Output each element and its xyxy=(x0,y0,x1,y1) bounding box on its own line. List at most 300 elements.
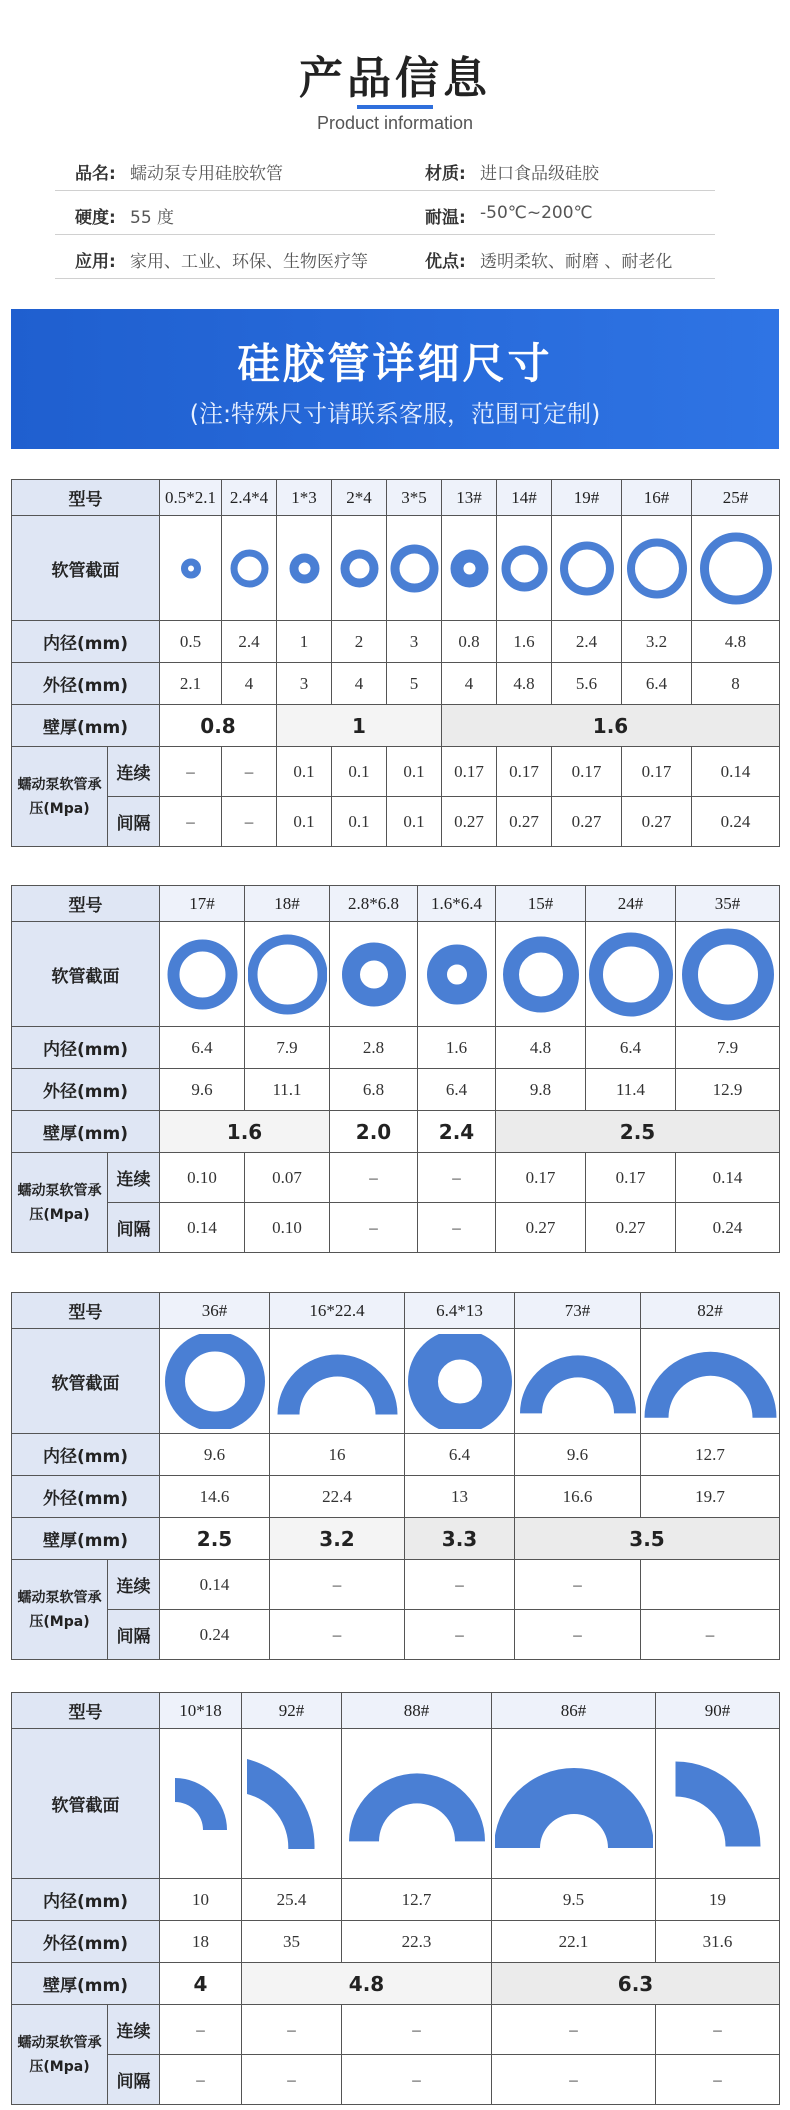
section-cell xyxy=(330,922,418,1027)
outer-cell: 22.4 xyxy=(270,1476,405,1518)
interval-cell: 0.10 xyxy=(245,1203,330,1253)
outer-cell: 11.1 xyxy=(245,1069,330,1111)
model-cell: 15# xyxy=(496,886,586,922)
inner-cell: 2.4 xyxy=(552,621,622,663)
tube-section-icon xyxy=(163,1334,267,1429)
sub-label: 连续 xyxy=(108,1153,160,1203)
row-label: 软管截面 xyxy=(12,922,160,1027)
wall-cell: 3.2 xyxy=(270,1518,405,1560)
outer-cell: 22.1 xyxy=(492,1921,656,1963)
inner-cell: 3 xyxy=(387,621,442,663)
wall-row xyxy=(12,1111,780,1153)
tube-ring xyxy=(437,954,477,994)
outer-cell: 11.4 xyxy=(586,1069,676,1111)
spec-table xyxy=(11,1692,780,2105)
tube-ring xyxy=(631,542,683,594)
continuous-cell: 0.1 xyxy=(277,747,332,797)
continuous-cell: – xyxy=(656,2005,780,2055)
wall-cell: 4.8 xyxy=(242,1963,492,2005)
inner-cell: 19 xyxy=(656,1879,780,1921)
continuous-row xyxy=(12,2005,780,2055)
model-cell: 16# xyxy=(622,480,692,516)
inner-cell: 2.4 xyxy=(222,621,277,663)
section-cell xyxy=(656,1729,780,1879)
inner-cell: 10 xyxy=(160,1879,242,1921)
section-cell xyxy=(222,516,277,621)
tube-section-icon xyxy=(695,521,777,616)
interval-cell: 0.27 xyxy=(622,797,692,847)
interval-cell: – xyxy=(222,797,277,847)
info-value: 55 度 xyxy=(130,208,175,228)
pressure-label: 蠕动泵软管承压(Mpa) xyxy=(12,1153,108,1253)
interval-cell: 0.27 xyxy=(496,1203,586,1253)
outer-cell: 2.1 xyxy=(160,663,222,705)
row-label: 软管截面 xyxy=(12,516,160,621)
interval-row xyxy=(12,797,780,847)
wall-cell: 1 xyxy=(277,705,442,747)
outer-cell: 35 xyxy=(242,1921,342,1963)
wall-row xyxy=(12,705,780,747)
info-label: 应用: xyxy=(75,252,116,272)
section-cell xyxy=(692,516,780,621)
outer-cell: 4 xyxy=(442,663,497,705)
sub-label: 连续 xyxy=(108,747,160,797)
model-cell: 16*22.4 xyxy=(270,1293,405,1329)
inner-cell: 2.8 xyxy=(330,1027,418,1069)
section-cell xyxy=(418,922,496,1027)
section-cell xyxy=(160,922,245,1027)
model-cell: 25# xyxy=(692,480,780,516)
section-cell xyxy=(160,516,222,621)
interval-cell: – xyxy=(160,797,222,847)
inner-cell: 4.8 xyxy=(496,1027,586,1069)
row-label: 内径(mm) xyxy=(12,1434,160,1476)
continuous-row xyxy=(12,747,780,797)
model-cell: 90# xyxy=(656,1693,780,1729)
tube-section-icon xyxy=(518,1334,638,1429)
tube-arch xyxy=(277,1354,397,1414)
sub-label: 连续 xyxy=(108,2005,160,2055)
continuous-cell: 0.17 xyxy=(442,747,497,797)
tube-arch xyxy=(520,1355,636,1413)
section-cell xyxy=(332,516,387,621)
sub-label: 间隔 xyxy=(108,1610,160,1660)
section-cell xyxy=(242,1729,342,1879)
tube-section-icon xyxy=(163,521,219,616)
model-cell: 1.6*6.4 xyxy=(418,886,496,922)
spec-table xyxy=(11,885,780,1253)
interval-cell: – xyxy=(418,1203,496,1253)
continuous-cell: 0.17 xyxy=(496,1153,586,1203)
inner-row xyxy=(12,621,780,663)
section-cell xyxy=(405,1329,515,1434)
page-title: 产品信息 xyxy=(299,53,491,104)
size-banner xyxy=(11,309,779,449)
outer-cell: 14.6 xyxy=(160,1476,270,1518)
info-label: 优点: xyxy=(425,252,466,272)
section-cell xyxy=(515,1329,641,1434)
outer-cell: 6.8 xyxy=(330,1069,418,1111)
interval-cell: – xyxy=(330,1203,418,1253)
outer-cell: 9.6 xyxy=(160,1069,245,1111)
title-underline xyxy=(357,105,433,109)
info-label: 耐温: xyxy=(425,208,466,228)
interval-cell: 0.27 xyxy=(442,797,497,847)
wall-cell: 0.8 xyxy=(160,705,277,747)
tube-section-icon xyxy=(273,1334,402,1429)
outer-cell: 5 xyxy=(387,663,442,705)
inner-cell: 7.9 xyxy=(245,1027,330,1069)
row-label: 外径(mm) xyxy=(12,1476,160,1518)
interval-cell: 0.27 xyxy=(552,797,622,847)
inner-cell: 1.6 xyxy=(497,621,552,663)
tube-ring xyxy=(175,1341,255,1421)
continuous-cell: 0.14 xyxy=(676,1153,780,1203)
row-label: 型号 xyxy=(12,480,160,516)
tube-arch xyxy=(175,1778,227,1830)
inner-cell: 4.8 xyxy=(692,621,780,663)
tube-ring xyxy=(690,936,766,1012)
section-cell xyxy=(586,922,676,1027)
row-label: 外径(mm) xyxy=(12,1921,160,1963)
info-row xyxy=(55,234,715,279)
row-label: 内径(mm) xyxy=(12,1027,160,1069)
continuous-cell: 0.14 xyxy=(692,747,780,797)
interval-cell: 0.27 xyxy=(586,1203,676,1253)
inner-cell: 25.4 xyxy=(242,1879,342,1921)
info-value: -50℃~200℃ xyxy=(480,203,593,223)
outer-cell: 31.6 xyxy=(656,1921,780,1963)
info-value: 家用、工业、环保、生物医疗等 xyxy=(130,252,368,272)
continuous-cell: 0.07 xyxy=(245,1153,330,1203)
model-cell: 19# xyxy=(552,480,622,516)
outer-cell: 4.8 xyxy=(497,663,552,705)
outer-cell: 8 xyxy=(692,663,780,705)
section-cell xyxy=(160,1729,242,1879)
info-value: 蠕动泵专用硅胶软管 xyxy=(130,164,283,184)
wall-cell: 3.3 xyxy=(405,1518,515,1560)
outer-cell: 4 xyxy=(222,663,277,705)
model-cell: 10*18 xyxy=(160,1693,242,1729)
inner-cell: 6.4 xyxy=(405,1434,515,1476)
interval-cell: – xyxy=(342,2055,492,2105)
inner-cell: 6.4 xyxy=(586,1027,676,1069)
row-label: 壁厚(mm) xyxy=(12,1963,160,2005)
inner-cell: 6.4 xyxy=(160,1027,245,1069)
tube-ring xyxy=(294,558,315,579)
interval-cell: – xyxy=(270,1610,405,1660)
model-cell: 88# xyxy=(342,1693,492,1729)
model-cell: 6.4*13 xyxy=(405,1293,515,1329)
interval-cell: – xyxy=(242,2055,342,2105)
spec-table xyxy=(11,479,780,847)
continuous-row xyxy=(12,1153,780,1203)
tube-section-icon xyxy=(333,927,415,1022)
interval-cell: 0.1 xyxy=(332,797,387,847)
section-cell xyxy=(160,1329,270,1434)
continuous-cell: 0.1 xyxy=(387,747,442,797)
section-cell xyxy=(245,922,330,1027)
tube-section-icon xyxy=(555,521,619,616)
info-label: 硬度: xyxy=(75,208,116,228)
continuous-cell: – xyxy=(330,1153,418,1203)
inner-cell: 0.5 xyxy=(160,621,222,663)
model-cell: 2*4 xyxy=(332,480,387,516)
outer-row xyxy=(12,663,780,705)
row-label: 型号 xyxy=(12,886,160,922)
section-cell xyxy=(387,516,442,621)
model-cell: 3*5 xyxy=(387,480,442,516)
inner-row xyxy=(12,1879,780,1921)
outer-cell: 19.7 xyxy=(641,1476,780,1518)
continuous-cell: – xyxy=(270,1560,405,1610)
continuous-cell: 0.10 xyxy=(160,1153,245,1203)
tube-section-icon xyxy=(163,927,242,1022)
section-cell xyxy=(277,516,332,621)
sub-label: 间隔 xyxy=(108,797,160,847)
outer-cell: 5.6 xyxy=(552,663,622,705)
info-row xyxy=(55,190,715,235)
continuous-cell: 0.17 xyxy=(586,1153,676,1203)
interval-cell: – xyxy=(160,2055,242,2105)
inner-row xyxy=(12,1434,780,1476)
inner-cell: 9.6 xyxy=(515,1434,641,1476)
info-label: 品名: xyxy=(75,164,116,184)
model-cell: 0.5*2.1 xyxy=(160,480,222,516)
section-row xyxy=(12,1329,780,1434)
tube-ring xyxy=(173,945,231,1003)
tube-ring xyxy=(511,944,571,1004)
section-cell xyxy=(497,516,552,621)
tube-section-icon xyxy=(345,1734,489,1874)
row-label: 外径(mm) xyxy=(12,663,160,705)
info-row xyxy=(55,146,715,191)
inner-cell: 12.7 xyxy=(641,1434,780,1476)
model-cell: 86# xyxy=(492,1693,656,1729)
interval-row xyxy=(12,1610,780,1660)
interval-cell: 0.1 xyxy=(277,797,332,847)
tube-ring xyxy=(395,549,434,588)
row-label: 壁厚(mm) xyxy=(12,1518,160,1560)
tube-section-icon xyxy=(225,521,274,616)
info-label: 材质: xyxy=(425,164,466,184)
tube-section-icon xyxy=(495,1734,653,1874)
section-cell xyxy=(552,516,622,621)
tube-section-icon xyxy=(679,927,777,1022)
tube-section-icon xyxy=(659,1734,777,1874)
tube-arch xyxy=(675,1761,760,1846)
tube-arch xyxy=(247,1759,315,1849)
continuous-cell: – xyxy=(405,1560,515,1610)
tube-ring xyxy=(423,1344,497,1418)
tube-ring xyxy=(704,537,767,600)
continuous-cell: – xyxy=(160,747,222,797)
interval-cell: – xyxy=(515,1610,641,1660)
pressure-label: 蠕动泵软管承压(Mpa) xyxy=(12,2005,108,2105)
interval-cell: – xyxy=(492,2055,656,2105)
section-cell xyxy=(641,1329,780,1434)
model-cell: 24# xyxy=(586,886,676,922)
inner-row xyxy=(12,1027,780,1069)
continuous-cell: – xyxy=(242,2005,342,2055)
pressure-label: 蠕动泵软管承压(Mpa) xyxy=(12,1560,108,1660)
outer-row xyxy=(12,1476,780,1518)
model-cell: 13# xyxy=(442,480,497,516)
continuous-cell: – xyxy=(160,2005,242,2055)
tube-section-icon xyxy=(408,1334,512,1429)
row-label: 壁厚(mm) xyxy=(12,705,160,747)
tube-arch xyxy=(644,1351,776,1417)
row-label: 内径(mm) xyxy=(12,1879,160,1921)
model-cell: 17# xyxy=(160,886,245,922)
continuous-cell: – xyxy=(492,2005,656,2055)
inner-cell: 16 xyxy=(270,1434,405,1476)
row-label: 型号 xyxy=(12,1693,160,1729)
outer-cell: 6.4 xyxy=(418,1069,496,1111)
wall-cell: 1.6 xyxy=(442,705,780,747)
interval-row xyxy=(12,2055,780,2105)
page-subtitle: Product information xyxy=(316,113,474,133)
tube-section-icon xyxy=(625,521,689,616)
inner-cell: 2 xyxy=(332,621,387,663)
tube-ring xyxy=(234,553,265,584)
model-cell: 2.4*4 xyxy=(222,480,277,516)
inner-cell: 1.6 xyxy=(418,1027,496,1069)
row-label: 软管截面 xyxy=(12,1729,160,1879)
tube-ring xyxy=(351,951,397,997)
inner-cell: 1 xyxy=(277,621,332,663)
interval-cell: 0.14 xyxy=(160,1203,245,1253)
interval-cell: 0.24 xyxy=(692,797,780,847)
interval-cell: 0.24 xyxy=(676,1203,780,1253)
interval-cell: – xyxy=(405,1610,515,1660)
interval-row xyxy=(12,1203,780,1253)
inner-cell: 3.2 xyxy=(622,621,692,663)
outer-cell: 13 xyxy=(405,1476,515,1518)
tube-ring xyxy=(564,545,610,591)
inner-cell: 12.7 xyxy=(342,1879,492,1921)
tube-arch xyxy=(495,1768,653,1848)
outer-row xyxy=(12,1921,780,1963)
wall-cell: 4 xyxy=(160,1963,242,2005)
wall-cell: 1.6 xyxy=(160,1111,330,1153)
interval-cell: 0.27 xyxy=(497,797,552,847)
tube-section-icon xyxy=(589,927,673,1022)
outer-cell: 4 xyxy=(332,663,387,705)
tube-ring xyxy=(345,554,374,583)
row-label: 型号 xyxy=(12,1293,160,1329)
outer-cell: 6.4 xyxy=(622,663,692,705)
interval-cell: 0.1 xyxy=(387,797,442,847)
interval-cell: – xyxy=(656,2055,780,2105)
model-cell: 2.8*6.8 xyxy=(330,886,418,922)
continuous-cell: – xyxy=(222,747,277,797)
outer-cell: 3 xyxy=(277,663,332,705)
inner-cell: 9.5 xyxy=(492,1879,656,1921)
inner-cell: 9.6 xyxy=(160,1434,270,1476)
row-label: 外径(mm) xyxy=(12,1069,160,1111)
continuous-row xyxy=(12,1560,780,1610)
sub-label: 连续 xyxy=(108,1560,160,1610)
tube-section-icon xyxy=(163,1734,239,1874)
model-cell: 18# xyxy=(245,886,330,922)
spec-table xyxy=(11,1292,780,1660)
outer-cell: 12.9 xyxy=(676,1069,780,1111)
tube-ring xyxy=(252,939,322,1009)
continuous-cell: – xyxy=(342,2005,492,2055)
tube-ring xyxy=(596,939,666,1009)
tube-arch xyxy=(349,1773,485,1841)
inner-cell: 0.8 xyxy=(442,621,497,663)
continuous-cell xyxy=(641,1560,780,1610)
model-cell: 14# xyxy=(497,480,552,516)
section-cell xyxy=(270,1329,405,1434)
sub-label: 间隔 xyxy=(108,2055,160,2105)
interval-cell: 0.24 xyxy=(160,1610,270,1660)
model-row xyxy=(12,1293,780,1329)
model-row xyxy=(12,1693,780,1729)
model-cell: 82# xyxy=(641,1293,780,1329)
section-cell xyxy=(676,922,780,1027)
section-cell xyxy=(496,922,586,1027)
inner-cell: 7.9 xyxy=(676,1027,780,1069)
section-row xyxy=(12,1729,780,1879)
section-row xyxy=(12,922,780,1027)
row-label: 软管截面 xyxy=(12,1329,160,1434)
model-row xyxy=(12,886,780,922)
outer-cell: 9.8 xyxy=(496,1069,586,1111)
continuous-cell: 0.1 xyxy=(332,747,387,797)
tube-section-icon xyxy=(245,1734,339,1874)
model-cell: 36# xyxy=(160,1293,270,1329)
wall-cell: 2.4 xyxy=(418,1111,496,1153)
model-cell: 35# xyxy=(676,886,780,922)
sub-label: 间隔 xyxy=(108,1203,160,1253)
wall-cell: 2.0 xyxy=(330,1111,418,1153)
info-value: 透明柔软、耐磨 、耐老化 xyxy=(480,252,673,272)
tube-section-icon xyxy=(390,521,439,616)
outer-cell: 18 xyxy=(160,1921,242,1963)
wall-cell: 3.5 xyxy=(515,1518,780,1560)
section-cell xyxy=(442,516,497,621)
tube-ring xyxy=(457,556,482,581)
continuous-cell: 0.17 xyxy=(622,747,692,797)
model-row xyxy=(12,480,780,516)
wall-row xyxy=(12,1963,780,2005)
section-cell xyxy=(492,1729,656,1879)
continuous-cell: 0.17 xyxy=(552,747,622,797)
outer-row xyxy=(12,1069,780,1111)
model-cell: 73# xyxy=(515,1293,641,1329)
section-row xyxy=(12,516,780,621)
tube-section-icon xyxy=(248,927,327,1022)
continuous-cell: 0.17 xyxy=(497,747,552,797)
row-label: 壁厚(mm) xyxy=(12,1111,160,1153)
tube-section-icon xyxy=(445,521,494,616)
outer-cell: 22.3 xyxy=(342,1921,492,1963)
section-cell xyxy=(622,516,692,621)
tube-section-icon xyxy=(500,521,549,616)
tube-section-icon xyxy=(335,521,384,616)
outer-cell: 16.6 xyxy=(515,1476,641,1518)
section-cell xyxy=(342,1729,492,1879)
model-cell: 92# xyxy=(242,1693,342,1729)
banner-subtitle: (注:特殊尺寸请联系客服，范围可定制) xyxy=(189,400,601,428)
info-value: 进口食品级硅胶 xyxy=(480,164,599,184)
wall-row xyxy=(12,1518,780,1560)
wall-cell: 2.5 xyxy=(496,1111,780,1153)
wall-cell: 2.5 xyxy=(160,1518,270,1560)
